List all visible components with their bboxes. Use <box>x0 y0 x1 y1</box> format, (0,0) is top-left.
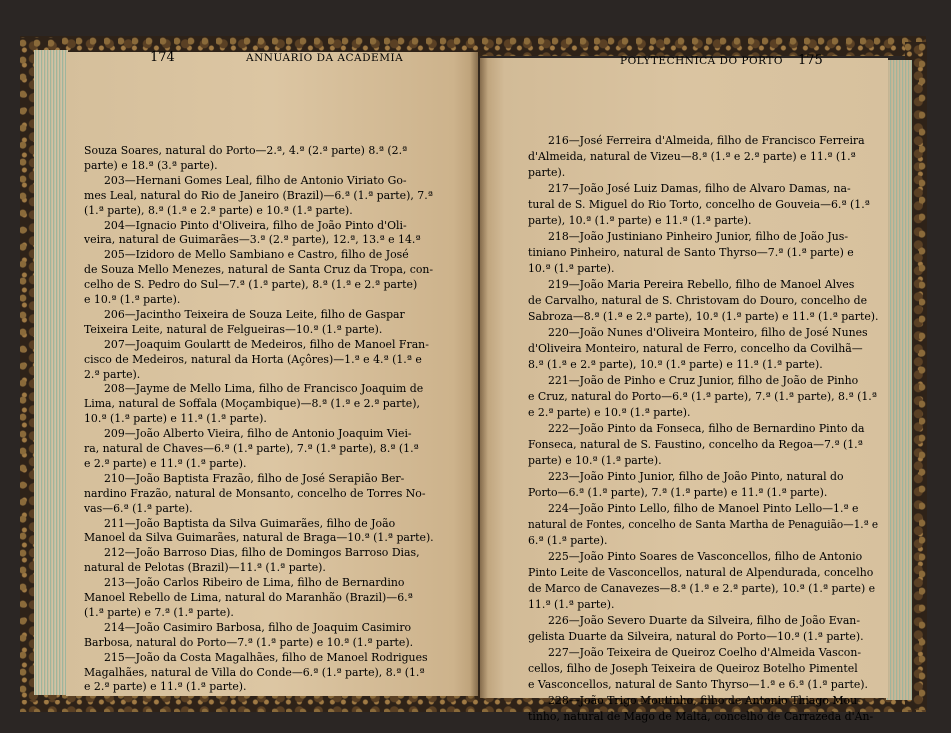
text-line: 218—João Justiniano Pinheiro Junior, filho de João Jus- <box>548 230 849 243</box>
text-line: Lima, natural de Soffala (Moçambique)—8.ª (1.ª e 2.ª parte), <box>84 397 420 411</box>
text-line: 219—João Maria Pereira Rebello, filho de Manoel Alves <box>548 278 855 291</box>
text-line: Pinto Leite de Vasconcellos, natural de Alpendurada, concelho <box>528 566 874 579</box>
text-line: ra, natural de Chaves—6.ª (1.ª parte), 7.ª (1.ª parte), 8.ª (1.ª <box>84 442 419 455</box>
text-line: 10.ª (1.ª parte). <box>528 262 615 275</box>
text-line: 8.ª (1.ª e 2.ª parte), 10.ª (1.ª parte) e 11.ª (1.ª parte). <box>528 358 823 371</box>
page-edges-right <box>886 60 912 700</box>
text-line: natural de Fontes, concelho de Santa Martha de Penaguião—1.ª e <box>528 518 879 531</box>
text-line: 227—João Teixeira de Queiroz Coelho d'Almeida Vascon- <box>548 646 862 659</box>
text-line: 208—Jayme de Mello Lima, filho de Francisco Joaquim de <box>104 382 424 396</box>
text-line: 224—João Pinto Lello, filho de Manoel Pinto Lello—1.ª e <box>548 502 859 515</box>
text-line: cisco de Medeiros, natural da Horta (Açôres)—1.ª e 4.ª (1.ª e <box>84 352 422 366</box>
text-line: Teixeira Leite, natural de Felgueiras—10.ª (1.ª parte). <box>84 322 383 336</box>
text-line: 204—Ignacio Pinto d'Oliveira, filho de João Pinto d'Oli- <box>104 218 407 232</box>
text-line: cellos, filho de Joseph Teixeira de Queiroz Botelho Pimentel <box>528 662 858 675</box>
left-page-number: 174 <box>150 50 175 65</box>
text-line: e 2.ª parte) e 11.ª (1.ª parte). <box>84 456 247 470</box>
text-line: e 2.ª parte) e 11.ª (1.ª parte). <box>84 680 247 694</box>
text-line: (1.ª parte), 8.ª (1.ª e 2.ª parte) e 10.ª (1.ª parte). <box>84 203 353 217</box>
text-line: d'Almeida, natural de Vizeu—8.ª (1.ª e 2.ª parte) e 11.ª (1.ª <box>528 150 856 163</box>
left-running-head: ANNUARIO DA ACADEMIA <box>246 52 404 64</box>
text-line: nardino Frazão, natural de Monsanto, concelho de Torres No- <box>84 486 426 500</box>
text-line: tiniano Pinheiro, natural de Santo Thyrso—7.ª (1.ª parte) e <box>528 246 854 259</box>
text-line: 222—João Pinto da Fonseca, filho de Bernardino Pinto da <box>548 422 865 435</box>
text-line: 220—João Nunes d'Oliveira Monteiro, filho de José Nunes <box>548 326 868 339</box>
text-line: veira, natural de Guimarães—3.ª (2.ª parte), 12.ª, 13.ª e 14.ª <box>84 233 421 247</box>
text-line: 210—João Baptista Frazão, filho de José Serapião Ber- <box>104 471 405 485</box>
text-line: gelista Duarte da Silveira, natural do Porto—10.ª (1.ª parte). <box>528 630 864 643</box>
text-line: de Carvalho, natural de S. Christovam do Douro, concelho de <box>528 294 868 307</box>
text-line: Sabroza—8.ª (1.ª e 2.ª parte), 10.ª (1.ª parte) e 11.ª (1.ª parte). <box>528 310 879 323</box>
text-line: 206—Jacintho Teixeira de Souza Leite, filho de Gaspar <box>104 307 405 321</box>
text-line: Porto—6.ª (1.ª parte), 7.ª (1.ª parte) e 11.ª (1.ª parte). <box>528 486 828 499</box>
book-gutter <box>470 50 488 700</box>
text-line: e Vasconcellos, natural de Santo Thyrso—1.ª e 6.ª (1.ª parte). <box>528 678 868 691</box>
text-line: 203—Hernani Gomes Leal, filho de Antonio Viriato Go- <box>104 173 407 187</box>
text-line: 216—José Ferreira d'Almeida, filho de Francisco Ferreira <box>548 134 865 147</box>
text-line: Manoel Rebello de Lima, natural do Maranhão (Brazil)—6.ª <box>84 591 413 604</box>
text-line: parte). <box>528 166 566 179</box>
text-line: Fonseca, natural de S. Faustino, concelho da Regoa—7.ª (1.ª <box>528 438 863 451</box>
text-line: 213—João Carlos Ribeiro de Lima, filho de Bernardino <box>104 576 405 590</box>
text-line: d'Oliveira Monteiro, natural de Ferro, concelho da Covilhã— <box>528 342 863 355</box>
text-line: tural de S. Miguel do Rio Torto, concelho de Gouveia—6.ª (1.ª <box>528 198 870 211</box>
text-line: 225—João Pinto Soares de Vasconcellos, filho de Antonio <box>548 550 863 563</box>
text-line: 215—João da Costa Magalhães, filho de Manoel Rodrigues <box>104 650 428 664</box>
text-line: 2.ª parte). <box>84 367 141 381</box>
text-line: Souza Soares, natural do Porto—2.ª, 4.ª (2.ª parte) 8.ª (2.ª <box>84 144 408 157</box>
text-line: parte) e 10.ª (1.ª parte). <box>528 454 662 467</box>
text-line: 223—João Pinto Junior, filho de João Pinto, natural do <box>548 470 844 483</box>
page-edges-left <box>34 50 68 695</box>
text-line: Magalhães, natural de Villa do Conde—6.ª (1.ª parte), 8.ª (1.ª <box>84 665 425 679</box>
text-line: 226—João Severo Duarte da Silveira, filho de João Evan- <box>548 614 861 627</box>
text-line: e 10.ª (1.ª parte). <box>84 293 181 306</box>
text-line: vas—6.ª (1.ª parte). <box>84 501 193 515</box>
text-line: celho de S. Pedro do Sul—7.ª (1.ª parte), 8.ª (1.ª e 2.ª parte) <box>84 278 418 292</box>
text-line: 228—João Trigo Moutinho, filho de Antonio Thiago Mou- <box>548 694 861 707</box>
text-line: 205—Izidoro de Mello Sambiano e Castro, filho de José <box>104 248 409 262</box>
text-line: 6.ª (1.ª parte). <box>528 534 608 547</box>
text-line: 207—Joaquim Goulartt de Medeiros, filho de Manoel Fran- <box>104 337 429 351</box>
text-line: (1.ª parte) e 7.ª (1.ª parte). <box>84 605 234 619</box>
text-line: de Marco de Canavezes—8.ª (1.ª e 2.ª parte), 10.ª (1.ª parte) e <box>528 582 876 595</box>
text-line: e 2.ª parte) e 10.ª (1.ª parte). <box>528 406 691 419</box>
text-line: 221—João de Pinho e Cruz Junior, filho de João de Pinho <box>548 374 859 387</box>
text-line: mes Leal, natural do Rio de Janeiro (Brazil)—6.ª (1.ª parte), 7.ª <box>84 188 433 202</box>
text-line: parte), 10.ª (1.ª parte) e 11.ª (1.ª parte). <box>528 214 752 227</box>
text-line: 211—João Baptista da Silva Guimarães, filho de João <box>104 516 396 530</box>
text-line: 214—João Casimiro Barbosa, filho de Joaquim Casimiro <box>104 620 412 634</box>
text-line: Manoel da Silva Guimarães, natural de Braga—10.ª (1.ª parte). <box>84 531 434 545</box>
right-page-number: 175 <box>798 53 823 68</box>
text-line: 11.ª (1.ª parte). <box>528 598 615 611</box>
text-line: Barbosa, natural do Porto—7.ª (1.ª parte) e 10.ª (1.ª parte). <box>84 635 414 649</box>
right-running-head: POLYTECHNICA DO PORTO <box>620 55 783 67</box>
text-line: de Souza Mello Menezes, natural de Santa Cruz da Tropa, con- <box>84 263 434 277</box>
text-line: tinho, natural de Mago de Malta, concelho de Carrazeda d'An- <box>528 710 874 723</box>
text-line: 217—João José Luiz Damas, filho de Alvaro Damas, na- <box>548 182 851 195</box>
text-line: parte) e 18.ª (3.ª parte). <box>84 158 218 172</box>
text-line: 209—João Alberto Vieira, filho de Antonio Joaquim Viei- <box>104 427 412 441</box>
text-line: 10.ª (1.ª parte) e 11.ª (1.ª parte). <box>84 412 267 426</box>
text-line: 212—João Barroso Dias, filho de Domingos Barroso Dias, <box>104 546 420 560</box>
text-line: e Cruz, natural do Porto—6.ª (1.ª parte), 7.ª (1.ª parte), 8.ª (1.ª <box>528 390 877 403</box>
text-line: natural de Pelotas (Brazil)—11.ª (1.ª parte). <box>84 561 326 575</box>
